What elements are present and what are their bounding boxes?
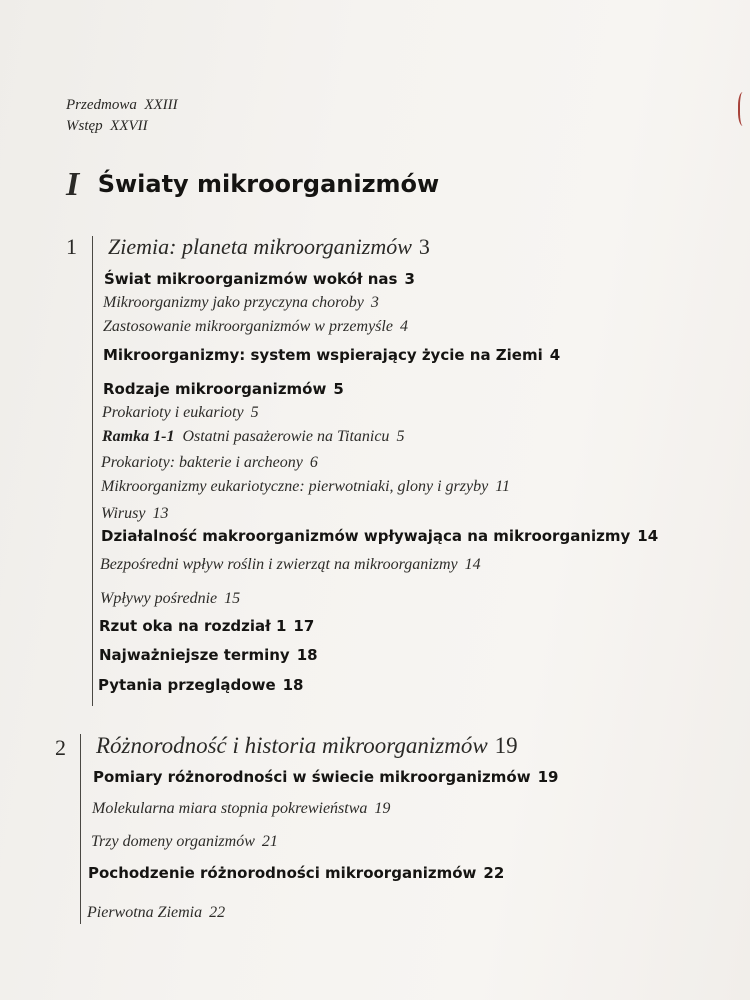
toc-entry-page: 19 <box>537 768 559 786</box>
toc-entry-title: Wirusy <box>101 505 146 522</box>
toc-entry-title: Mikroorganizmy eukariotyczne: pierwotniaki, glony i grzyby <box>101 478 489 495</box>
toc-subsection <box>103 294 379 312</box>
toc-entry-title: Mikroorganizmy: system wspierający życie na Ziemi <box>103 346 543 364</box>
toc-entry-title: Prokarioty: bakterie i archeony <box>101 454 303 471</box>
part-heading <box>66 166 439 204</box>
toc-section <box>104 270 415 289</box>
toc-entry-title: Rzut oka na rozdział 1 <box>99 617 287 635</box>
toc-subsection <box>101 505 168 523</box>
toc-section <box>98 676 304 695</box>
toc-entry-title: Trzy domeny organizmów <box>91 833 255 850</box>
front-page: XXVII <box>110 118 148 134</box>
toc-entry-title: Najważniejsze terminy <box>99 646 290 664</box>
chapter-title: Ziemia: planeta mikroorganizmów <box>108 234 412 259</box>
toc-section <box>103 380 344 399</box>
toc-entry-page: 14 <box>464 556 481 573</box>
toc-subsection <box>92 800 390 818</box>
front-label: Przedmowa <box>66 97 137 113</box>
toc-subsection <box>103 318 408 336</box>
toc-entry-title: Działalność makroorganizmów wpływająca na mikroorganizmy <box>101 527 631 545</box>
chapter-rule <box>92 236 93 706</box>
page-edge-mark <box>738 92 750 126</box>
chapter-number: 1 <box>66 234 77 259</box>
toc-entry-page: 14 <box>637 527 659 545</box>
toc-entry-title: Rodzaje mikroorganizmów <box>103 380 327 398</box>
chapter-title: Różnorodność i historia mikroorganizmów <box>96 733 488 758</box>
toc-entry-page: 13 <box>152 505 169 522</box>
front-page: XXIII <box>144 97 178 113</box>
toc-entry-page: 3 <box>404 270 415 288</box>
toc-subsection <box>102 404 259 422</box>
toc-entry-page: 4 <box>549 346 561 364</box>
chapter-number: 2 <box>55 735 66 760</box>
toc-entry-title: Zastosowanie mikroorganizmów w przemyśle <box>103 318 393 335</box>
toc-subsection <box>100 556 481 574</box>
toc-subsection <box>101 454 318 472</box>
toc-entry-page: 5 <box>250 404 259 421</box>
toc-subsection <box>100 590 240 608</box>
toc-entry-page: 11 <box>495 478 510 495</box>
toc-front-intro <box>66 118 148 135</box>
toc-entry-title: Ostatni pasażerowie na Titanicu <box>182 428 390 445</box>
toc-entry-title: Mikroorganizmy jako przyczyna choroby <box>103 294 364 311</box>
toc-entry-title: Pomiary różnorodności w świecie mikroorganizmów <box>93 768 531 786</box>
toc-entry-title: Pochodzenie różnorodności mikroorganizmów <box>88 864 477 882</box>
toc-entry-page: 15 <box>224 590 241 607</box>
toc-box <box>102 428 404 446</box>
toc-entry-title: Bezpośredni wpływ roślin i zwierząt na mikroorganizmy <box>100 556 458 573</box>
part-title: Światy mikroorganizmów <box>97 170 440 198</box>
toc-subsection <box>91 833 278 851</box>
toc-section <box>93 768 558 787</box>
toc-entry-page: 19 <box>374 800 391 817</box>
chapter-title-line <box>96 733 518 759</box>
toc-entry-title: Pytania przeglądowe <box>98 676 276 694</box>
toc-entry-title: Wpływy pośrednie <box>100 590 218 607</box>
chapter-page: 19 <box>494 733 518 758</box>
toc-entry-title: Prokarioty i eukarioty <box>102 404 244 421</box>
toc-front-preface <box>66 97 178 114</box>
toc-entry-page: 22 <box>483 864 505 882</box>
box-label: Ramka 1-1 <box>102 428 175 445</box>
toc-entry-page: 3 <box>370 294 379 311</box>
toc-section <box>99 646 318 665</box>
toc-section <box>101 527 658 546</box>
part-number: I <box>66 166 80 203</box>
toc-entry-page: 5 <box>396 428 405 445</box>
toc-entry-title: Molekularna miara stopnia pokrewieństwa <box>92 800 368 817</box>
toc-subsection <box>87 904 225 922</box>
toc-entry-page: 17 <box>293 617 315 635</box>
toc-subsection <box>101 478 510 496</box>
toc-entry-page: 6 <box>309 454 318 471</box>
chapter-title-line <box>108 234 430 260</box>
chapter-page: 3 <box>418 234 430 259</box>
toc-entry-title: Pierwotna Ziemia <box>87 904 203 921</box>
toc-entry-page: 22 <box>209 904 226 921</box>
toc-entry-page: 21 <box>261 833 278 850</box>
toc-entry-page: 18 <box>282 676 304 694</box>
toc-entry-page: 18 <box>296 646 318 664</box>
toc-section <box>99 617 314 636</box>
toc-entry-page: 5 <box>333 380 344 398</box>
front-label: Wstęp <box>66 118 103 134</box>
toc-section <box>88 864 504 883</box>
toc-entry-title: Świat mikroorganizmów wokół nas <box>104 270 398 288</box>
chapter-rule <box>80 734 81 924</box>
toc-entry-page: 4 <box>399 318 408 335</box>
toc-section <box>103 346 560 365</box>
